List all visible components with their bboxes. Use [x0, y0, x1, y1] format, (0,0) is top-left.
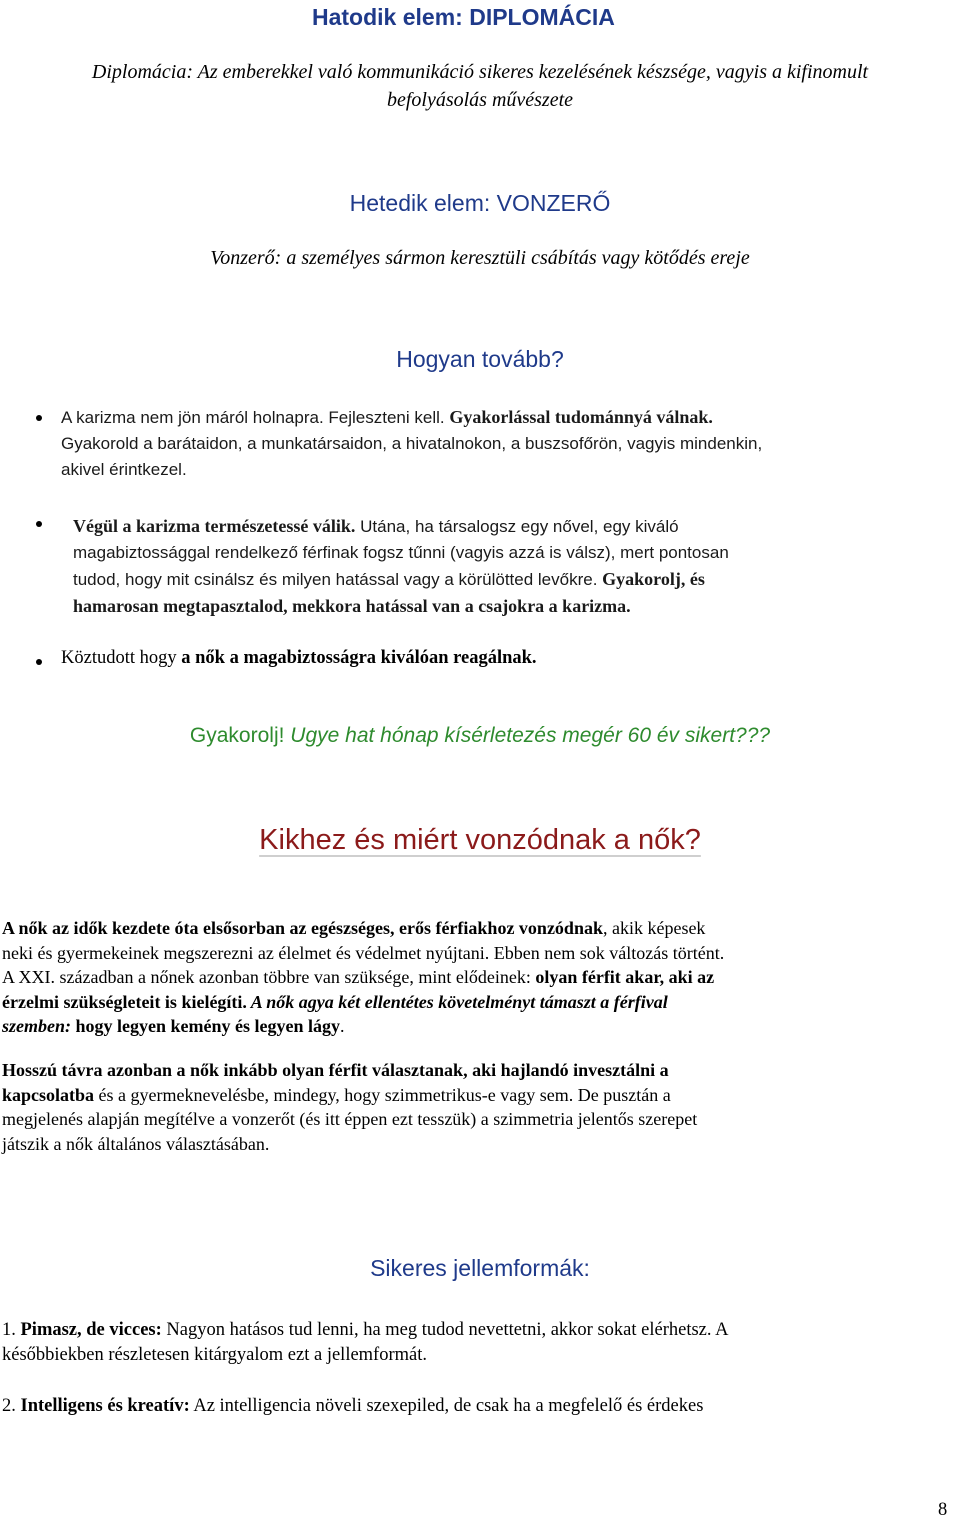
section-title-diplomacia: Hatodik elem: DIPLOMÁCIA: [312, 4, 615, 30]
bullet-3: [36, 659, 42, 665]
practice-callout: Gyakorolj! Ugye hat hónap kísérletezés megér 60 év sikert???: [189, 724, 771, 747]
bullet-1: [36, 415, 42, 421]
bullet-item-3: Köztudott hogy a nők a magabiztosságra kiválóan reagálnak.: [61, 648, 537, 668]
vonzero-definition: Vonzerő: a személyes sármon keresztüli csábítás vagy kötődés ereje: [210, 247, 750, 269]
section-title-sikeres: Sikeres jellemformák:: [370, 1255, 590, 1281]
section-title-kikhez: Kikhez és miért vonzódnak a nők?: [259, 824, 701, 856]
section-title-vonzero: Hetedik elem: VONZERŐ: [349, 190, 611, 216]
bullet-2: [36, 521, 42, 527]
diplomacia-definition-line1: Diplomácia: Az emberekkel való kommunikáció sikeres kezelésének készsége, vagyis a kifinomult: [91, 61, 869, 83]
paragraph-2: Hosszú távra azonban a nők inkább olyan férfit választanak, aki hajlandó invesztálni a kapcsolatba és a gyermeknevelésbe, mindegy, hogy szimmetrikus-e vagy sem. De pusztán a megjelenés alapján megítélve a vonzerőt (és itt éppen ezt tesszük) a szimmetria jelentős szerepet játszik a nők általános választásában.: [2, 1060, 698, 1154]
page-number: 8: [938, 1500, 948, 1520]
diplomacia-definition: [0, 58, 960, 114]
diplomacia-definition-line2: befolyásolás művészete: [386, 89, 574, 111]
bullet-item-2: Végül a karizma természetessé válik. Utána, ha társalogsz egy nővel, egy kiváló magabiztossággal rendelkező férfinak fogsz tűnni (vagyis azzá is válsz), mert pontosan tudod, hogy mit csinálsz és milyen hatással vagy a körülötted levőkre. Gyakorolj, és hamarosan megtapasztalod, mekkora hatással van a csajokra a karizma.: [73, 516, 729, 616]
list-item-1: 1. Pimasz, de vicces: Nagyon hatásos tud lenni, ha meg tudod nevettetni, akkor sokat elérhetsz. A későbbiekben részletesen kitárgyalom ezt a jellemformát.: [2, 1320, 729, 1365]
section-title-hogyan: Hogyan tovább?: [396, 346, 564, 372]
list-item-2: 2. Intelligens és kreatív: Az intelligencia növeli szexepiled, de csak ha a megfelelő és érdekes: [2, 1396, 704, 1416]
bullet-item-1: A karizma nem jön máról holnapra. Fejleszteni kell. Gyakorlással tudománnyá válnak. Gyakorold a barátaidon, a munkatársaidon, a hivatalnokon, a buszsofőrön, vagyis mindenkin, akivel érintkezel.: [61, 407, 763, 479]
paragraph-1: A nők az idők kezdete óta elsősorban az egészséges, erős férfiakhoz vonzódnak, akik képesek neki és gyermekeinek megszerezni az élelmet és védelmet nyújtani. Ebben nem sok változás történt. A XXI. században a nőnek azonban többre van szüksége, mint elődeinek: olyan férfit akar, aki az érzelmi szükségleteit is kielégíti. A nők agya két ellentétes követelményt támaszt a férfival szemben: hogy legyen kemény és legyen lágy.: [2, 918, 725, 1036]
